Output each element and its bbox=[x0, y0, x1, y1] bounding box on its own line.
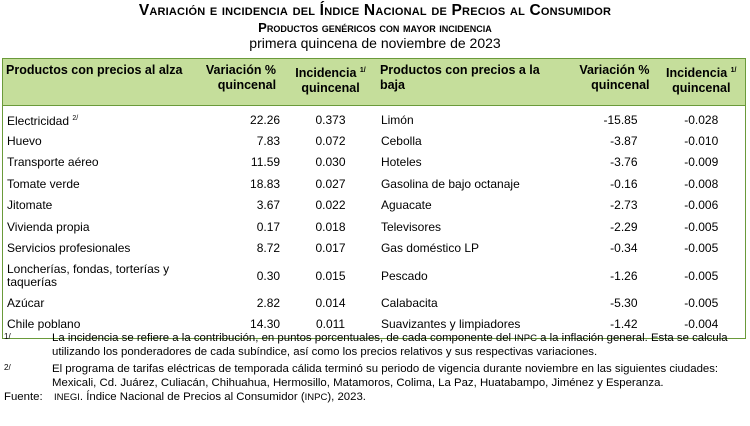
down-variation-value-text: -2.29 bbox=[610, 219, 638, 234]
up-variation-value-text: 18.83 bbox=[250, 176, 281, 191]
up-variation-value bbox=[191, 174, 284, 196]
footnote-text: El programa de tarifas eléctricas de temporada cálida terminó su periodo de vigencia durante noviembre en las siguientes ciudades: Mexicali, Cd. Juárez, Culiacán, Chihuahua, Hermosillo, Matamoros, Colima, La Paz, Huatabampo, Jiménez y Esperanza. bbox=[52, 363, 719, 389]
up-incidence-value bbox=[284, 131, 377, 153]
up-variation-value-text: 14.30 bbox=[250, 317, 281, 332]
up-product-name-text: Transporte aéreo bbox=[7, 155, 99, 170]
footnote-abbr: INPC bbox=[514, 333, 537, 344]
down-incidence-value-text: -0.028 bbox=[684, 112, 719, 127]
up-product-name bbox=[3, 238, 192, 260]
down-product-name bbox=[377, 293, 568, 315]
footnote-mark: 1/ bbox=[359, 67, 366, 74]
down-product-name-text: Gasolina de bajo octanaje bbox=[380, 176, 520, 191]
down-variation-value bbox=[568, 131, 658, 153]
up-product-name bbox=[3, 260, 192, 293]
down-product-name-text: Cebolla bbox=[380, 133, 422, 148]
up-variation-value bbox=[191, 195, 284, 217]
down-incidence-value-text: -0.005 bbox=[684, 268, 719, 283]
down-incidence-value bbox=[658, 238, 746, 260]
up-product-name-text: Chile poblano bbox=[7, 317, 81, 332]
up-product-name bbox=[3, 106, 192, 131]
down-variation-value-text: -0.34 bbox=[610, 241, 638, 256]
down-variation-value bbox=[568, 238, 658, 260]
up-product-name-text: Electricidad bbox=[7, 114, 70, 129]
source-label: Fuente: bbox=[4, 391, 43, 403]
footnotes bbox=[4, 332, 746, 405]
up-product-name-text: Vivienda propia bbox=[7, 219, 90, 234]
up-variation-value-text: 3.67 bbox=[256, 198, 281, 213]
up-product-name-text: Tomate verde bbox=[7, 176, 80, 191]
up-product-name-text: Azúcar bbox=[7, 295, 45, 310]
up-variation-value bbox=[191, 131, 284, 153]
up-incidence-value-text: 0.018 bbox=[315, 219, 346, 234]
down-variation-value-text: -0.16 bbox=[610, 176, 638, 191]
up-variation-value bbox=[191, 260, 284, 293]
down-incidence-value-text: -0.005 bbox=[684, 241, 719, 256]
source-text bbox=[54, 391, 366, 405]
footnote-text bbox=[52, 332, 746, 359]
up-incidence-value bbox=[284, 195, 377, 217]
down-incidence-value-text: -0.008 bbox=[684, 176, 719, 191]
up-variation-value-text: 22.26 bbox=[250, 112, 281, 127]
down-incidence-value bbox=[658, 152, 746, 174]
down-incidence-value bbox=[658, 260, 746, 293]
down-variation-value bbox=[568, 260, 658, 293]
down-variation-value-text: -2.73 bbox=[610, 198, 638, 213]
down-incidence-value-text: -0.010 bbox=[684, 133, 719, 148]
up-variation-value bbox=[191, 152, 284, 174]
up-incidence-value-text: 0.027 bbox=[315, 176, 346, 191]
footnote-mark: 1/ bbox=[730, 67, 737, 74]
down-variation-value-text: -5.30 bbox=[610, 295, 638, 310]
header-up-incidence-label: Incidencia bbox=[295, 66, 357, 80]
down-variation-value bbox=[568, 106, 658, 131]
source-abbr: INPC bbox=[304, 392, 328, 403]
up-incidence-value-text: 0.015 bbox=[315, 268, 346, 283]
down-product-name-text: Calabacita bbox=[380, 295, 438, 310]
up-incidence-value bbox=[284, 260, 377, 293]
down-incidence-value bbox=[658, 195, 746, 217]
up-product-name bbox=[3, 293, 192, 315]
up-variation-value-text: 0.30 bbox=[256, 268, 281, 283]
down-product-name bbox=[377, 238, 568, 260]
footnote-mark: 1/ bbox=[4, 332, 11, 341]
down-product-name-text: Limón bbox=[380, 112, 414, 127]
up-variation-value bbox=[191, 217, 284, 239]
down-incidence-value-text: -0.004 bbox=[684, 317, 719, 332]
down-incidence-value-text: -0.005 bbox=[684, 295, 719, 310]
down-variation-value-text: -15.85 bbox=[603, 112, 638, 127]
down-product-name bbox=[377, 106, 568, 131]
table-body bbox=[3, 106, 746, 339]
table-header-row bbox=[3, 59, 746, 106]
up-variation-value-text: 0.17 bbox=[256, 219, 281, 234]
header-up-incidence bbox=[284, 59, 377, 106]
source-org: INEGI bbox=[54, 392, 80, 403]
up-variation-value bbox=[191, 293, 284, 315]
down-incidence-value-text: -0.006 bbox=[684, 198, 719, 213]
header-up-incidence-sub: quincenal bbox=[301, 81, 360, 95]
up-variation-value-text: 11.59 bbox=[250, 155, 281, 170]
down-variation-value bbox=[568, 152, 658, 174]
footnote-mark: 2/ bbox=[4, 363, 11, 372]
down-product-name bbox=[377, 152, 568, 174]
header-up-products: Productos con precios al alza bbox=[3, 59, 192, 106]
title-block bbox=[0, 0, 750, 51]
up-variation-value-text: 2.82 bbox=[256, 295, 281, 310]
down-product-name bbox=[377, 131, 568, 153]
up-variation-value-text: 7.83 bbox=[256, 133, 281, 148]
up-incidence-value bbox=[284, 293, 377, 315]
up-product-name bbox=[3, 217, 192, 239]
page-subtitle: Productos genéricos con mayor incidencia bbox=[258, 20, 492, 35]
down-incidence-value bbox=[658, 293, 746, 315]
footnote-mark: 2/ bbox=[72, 115, 79, 123]
down-incidence-value-text: -0.009 bbox=[684, 155, 719, 170]
up-product-name-text: Loncherías, fondas, torterías y taquerías bbox=[7, 262, 170, 289]
down-incidence-value bbox=[658, 106, 746, 131]
period-label: primera quincena de noviembre de 2023 bbox=[249, 35, 501, 51]
inpc-table bbox=[2, 58, 746, 339]
down-product-name-text: Pescado bbox=[380, 268, 428, 283]
header-down-incidence-label: Incidencia bbox=[666, 66, 728, 80]
down-product-name-text: Gas doméstico LP bbox=[380, 241, 480, 256]
down-incidence-value-text: -0.005 bbox=[684, 219, 719, 234]
source-text-part: ), 2023. bbox=[327, 391, 366, 403]
up-incidence-value-text: 0.373 bbox=[315, 112, 346, 127]
down-variation-value-text: -1.42 bbox=[610, 317, 638, 332]
up-incidence-value bbox=[284, 106, 377, 131]
up-product-name-text: Huevo bbox=[7, 133, 42, 148]
source-text-part: . Índice Nacional de Precios al Consumidor ( bbox=[79, 391, 305, 403]
down-product-name bbox=[377, 195, 568, 217]
up-variation-value bbox=[191, 238, 284, 260]
down-variation-value bbox=[568, 195, 658, 217]
table-row bbox=[3, 131, 746, 153]
up-product-name-text: Jitomate bbox=[7, 198, 53, 213]
down-product-name-text: Televisores bbox=[380, 219, 441, 234]
footnote-text-part: La incidencia se refiere a la contribución, en puntos porcentuales, de cada componente del bbox=[52, 332, 515, 344]
header-up-variation: Variación % quincenal bbox=[191, 59, 284, 106]
table-row bbox=[3, 195, 746, 217]
up-incidence-value bbox=[284, 238, 377, 260]
up-incidence-value bbox=[284, 152, 377, 174]
up-incidence-value bbox=[284, 217, 377, 239]
down-product-name-text: Hoteles bbox=[380, 155, 422, 170]
header-down-incidence-sub: quincenal bbox=[672, 81, 731, 95]
table-row bbox=[3, 238, 746, 260]
header-down-products: Productos con precios a la baja bbox=[377, 59, 568, 106]
down-variation-value-text: -3.87 bbox=[610, 133, 638, 148]
down-product-name-text: Aguacate bbox=[380, 198, 432, 213]
up-variation-value bbox=[191, 106, 284, 131]
down-product-name bbox=[377, 260, 568, 293]
table-row bbox=[3, 106, 746, 131]
up-incidence-value-text: 0.072 bbox=[315, 133, 346, 148]
up-product-name-text: Servicios profesionales bbox=[7, 241, 131, 256]
down-variation-value-text: -3.76 bbox=[610, 155, 638, 170]
up-incidence-value-text: 0.011 bbox=[315, 317, 346, 332]
table-row bbox=[3, 152, 746, 174]
down-product-name bbox=[377, 174, 568, 196]
up-product-name bbox=[3, 131, 192, 153]
footnote-2 bbox=[4, 363, 746, 390]
down-incidence-value bbox=[658, 131, 746, 153]
down-product-name bbox=[377, 217, 568, 239]
up-product-name bbox=[3, 174, 192, 196]
up-product-name bbox=[3, 195, 192, 217]
up-incidence-value-text: 0.017 bbox=[315, 241, 346, 256]
up-incidence-value-text: 0.014 bbox=[315, 295, 346, 310]
table-row bbox=[3, 293, 746, 315]
down-product-name-text: Suavizantes y limpiadores bbox=[380, 317, 521, 332]
down-incidence-value bbox=[658, 217, 746, 239]
up-incidence-value bbox=[284, 174, 377, 196]
down-variation-value-text: -1.26 bbox=[610, 268, 638, 283]
down-variation-value bbox=[568, 217, 658, 239]
up-incidence-value-text: 0.022 bbox=[315, 198, 346, 213]
table-row bbox=[3, 260, 746, 293]
table-row bbox=[3, 174, 746, 196]
header-down-incidence bbox=[658, 59, 746, 106]
header-down-variation: Variación % quincenal bbox=[568, 59, 658, 106]
up-variation-value-text: 8.72 bbox=[256, 241, 281, 256]
up-incidence-value-text: 0.030 bbox=[315, 155, 346, 170]
down-variation-value bbox=[568, 174, 658, 196]
down-variation-value bbox=[568, 293, 658, 315]
table-row bbox=[3, 217, 746, 239]
page-title: Variación e incidencia del Índice Nacional de Precios al Consumidor bbox=[138, 2, 612, 19]
footnote-text-part: a la inflación general. Esta se calcula utilizando los ponderadores de cada subíndice, así como los precios relativos y sus respectivas variaciones. bbox=[52, 332, 728, 358]
down-incidence-value bbox=[658, 174, 746, 196]
source-line bbox=[4, 391, 746, 405]
up-product-name bbox=[3, 152, 192, 174]
footnote-1 bbox=[4, 332, 746, 359]
